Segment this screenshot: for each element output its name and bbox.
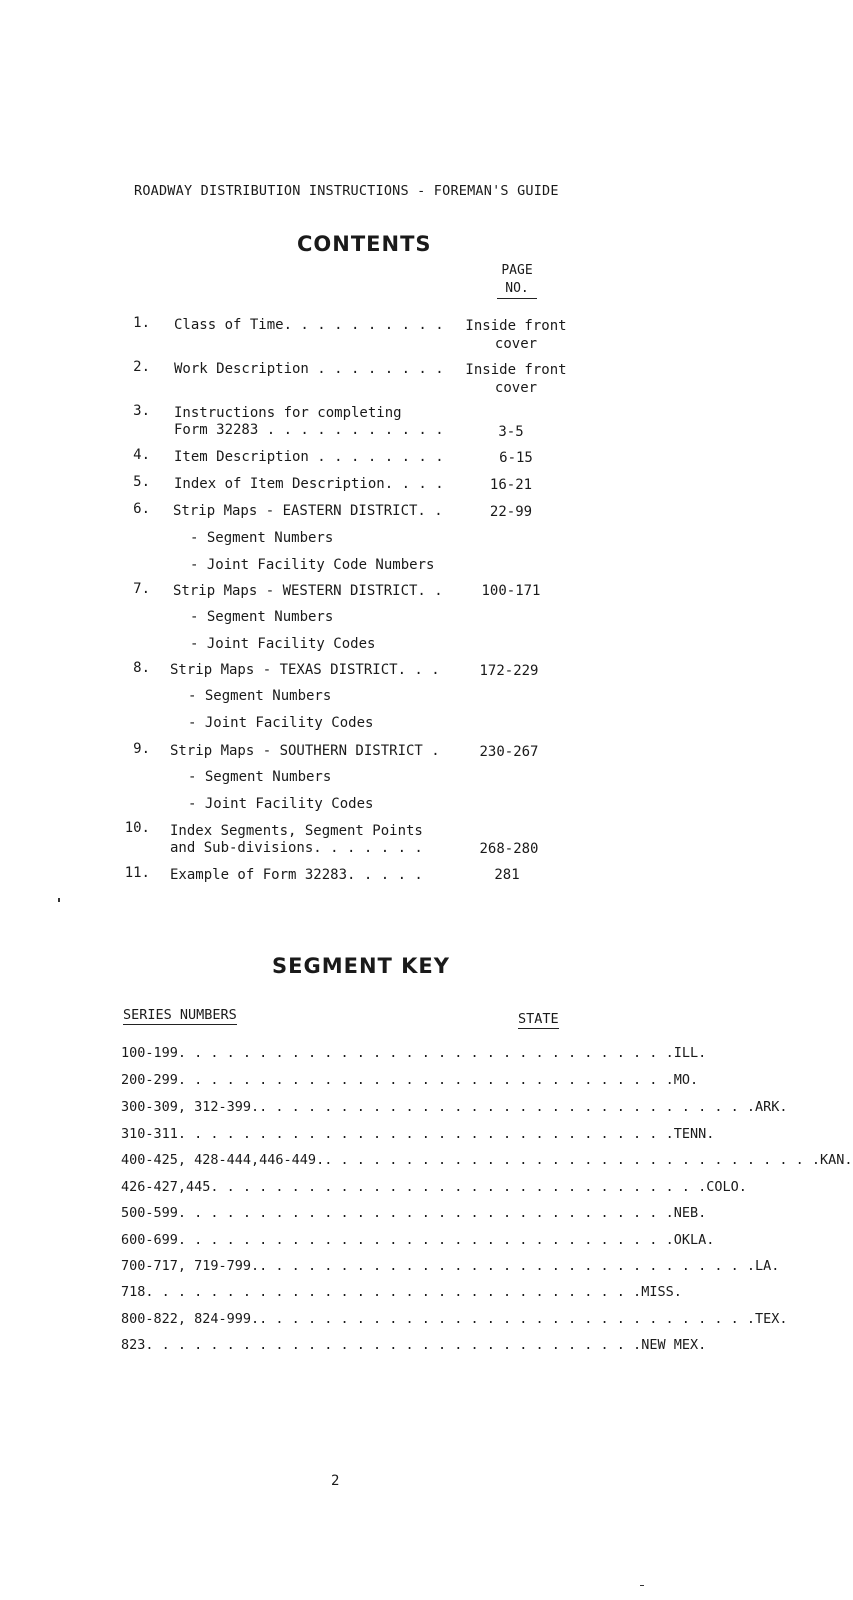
segment-series: 500-599 — [121, 1205, 178, 1221]
scan-speck — [58, 898, 60, 902]
segment-series: 718 — [121, 1284, 146, 1300]
toc-entry-text: Work Description . . . . . . . . — [174, 361, 444, 377]
toc-sub-entry: - Segment Numbers — [188, 769, 332, 785]
segment-row — [121, 1231, 715, 1249]
toc-entry-text: Strip Maps - EASTERN DISTRICT. . — [173, 503, 443, 519]
segment-series: 100-199 — [121, 1045, 178, 1061]
segment-state: TENN. — [673, 1126, 715, 1142]
segment-row — [121, 1151, 853, 1169]
toc-sub-entry: - Segment Numbers — [190, 530, 334, 546]
toc-entry-page: 3-5 — [498, 424, 524, 440]
segment-key-title: SEGMENT KEY — [272, 954, 450, 978]
segment-series: 823 — [121, 1337, 146, 1353]
segment-row — [121, 1178, 747, 1196]
segment-state: ARK. — [754, 1099, 788, 1115]
dot-leader: . . . . . . . . . . . . . . . . . . . . . . . . . . . . . . . — [145, 1284, 642, 1300]
segment-state: LA. — [754, 1258, 780, 1274]
toc-entry-text-cont: Form 32283 . . . . . . . . . . . — [174, 422, 444, 438]
toc-entry-text: Strip Maps - SOUTHERN DISTRICT . — [170, 743, 440, 759]
segment-row — [121, 1098, 788, 1116]
toc-entry-page: 22-99 — [489, 504, 533, 520]
toc-entry-page-cont: cover — [494, 380, 538, 396]
toc-sub-entry: - Joint Facility Code Numbers — [190, 557, 435, 573]
toc-entry-page: Inside front — [465, 318, 567, 334]
segment-series: 400-425, 428-444,446-449. — [121, 1152, 325, 1168]
toc-entry-page: 16-21 — [489, 477, 533, 493]
segment-series: 800-822, 824-999. — [121, 1311, 260, 1327]
toc-entry-text: Instructions for completing — [174, 405, 402, 421]
toc-entry-text-cont: and Sub-divisions. . . . . . . — [170, 840, 423, 856]
dot-leader: . . . . . . . . . . . . . . . . . . . . . . . . . . . . . . . — [259, 1258, 755, 1274]
scan-speck — [640, 1585, 644, 1586]
toc-number: 11. — [124, 865, 150, 881]
dot-leader: . . . . . . . . . . . . . . . . . . . . . . . . . . . . . . . — [177, 1232, 674, 1248]
toc-sub-entry: - Joint Facility Codes — [188, 715, 374, 731]
segment-state: MO. — [673, 1072, 699, 1088]
toc-entry-page: 268-280 — [479, 841, 539, 857]
state-header: STATE — [518, 1011, 559, 1027]
contents-title: CONTENTS — [297, 232, 432, 256]
segment-series: 426-427,445 — [121, 1179, 211, 1195]
toc-entry-text: Class of Time. . . . . . . . . . — [174, 317, 444, 333]
toc-entry-text: Item Description . . . . . . . . — [174, 449, 444, 465]
dot-leader: . . . . . . . . . . . . . . . . . . . . . . . . . . . . . . . — [177, 1126, 674, 1142]
segment-series: 200-299 — [121, 1072, 178, 1088]
segment-row — [121, 1336, 707, 1354]
page-number: 2 — [331, 1473, 340, 1489]
segment-series: 300-309, 312-399. — [121, 1099, 260, 1115]
toc-entry-text: Example of Form 32283. . . . . — [170, 867, 423, 883]
toc-entry-text: Strip Maps - WESTERN DISTRICT. . — [173, 583, 443, 599]
segment-series: 600-699 — [121, 1232, 178, 1248]
toc-sub-entry: - Joint Facility Codes — [188, 796, 374, 812]
segment-state: ILL. — [673, 1045, 707, 1061]
segment-row — [121, 1283, 682, 1301]
toc-entry-page: 100-171 — [481, 583, 541, 599]
toc-number: 6. — [133, 501, 150, 517]
toc-entry-page: 281 — [494, 867, 520, 883]
segment-state: TEX. — [754, 1311, 788, 1327]
toc-number: 10. — [124, 820, 150, 836]
series-numbers-header: SERIES NUMBERS — [123, 1007, 237, 1023]
dot-leader: . . . . . . . . . . . . . . . . . . . . . . . . . . . . . . . — [177, 1072, 674, 1088]
segment-state: OKLA. — [673, 1232, 715, 1248]
segment-row — [121, 1257, 780, 1275]
segment-state: NEW MEX. — [641, 1337, 707, 1353]
no-label: NO. — [497, 280, 537, 299]
dot-leader: . . . . . . . . . . . . . . . . . . . . . . . . . . . . . . . — [210, 1179, 707, 1195]
toc-number: 8. — [133, 660, 150, 676]
segment-state: KAN. — [820, 1152, 853, 1168]
segment-state: NEB. — [673, 1205, 707, 1221]
dot-leader: . . . . . . . . . . . . . . . . . . . . . . . . . . . . . . . — [259, 1311, 755, 1327]
toc-entry-text: Strip Maps - TEXAS DISTRICT. . . — [170, 662, 440, 678]
segment-row — [121, 1071, 699, 1089]
segment-row — [121, 1125, 715, 1143]
toc-sub-entry: - Joint Facility Codes — [190, 636, 376, 652]
segment-state: COLO. — [706, 1179, 747, 1195]
toc-number: 5. — [133, 474, 150, 490]
toc-entry-page: 6-15 — [499, 450, 533, 466]
toc-entry-text: Index Segments, Segment Points — [170, 823, 423, 839]
toc-number: 2. — [133, 359, 150, 375]
page-label: PAGE — [501, 263, 533, 278]
dot-leader: . . . . . . . . . . . . . . . . . . . . . . . . . . . . . . . — [145, 1337, 642, 1353]
toc-entry-page: 172-229 — [479, 663, 539, 679]
dot-leader: . . . . . . . . . . . . . . . . . . . . . . . . . . . . . . . — [259, 1099, 755, 1115]
toc-entry-page: 230-267 — [479, 744, 539, 760]
toc-number: 3. — [133, 403, 150, 419]
dot-leader: . . . . . . . . . . . . . . . . . . . . . . . . . . . . . . . — [177, 1205, 674, 1221]
toc-entry-text: Index of Item Description. . . . — [174, 476, 444, 492]
toc-number: 4. — [133, 447, 150, 463]
dot-leader: . . . . . . . . . . . . . . . . . . . . . . . . . . . . . . . — [177, 1045, 674, 1061]
toc-number: 7. — [133, 581, 150, 597]
segment-row — [121, 1044, 707, 1062]
segment-row — [121, 1204, 707, 1222]
toc-number: 1. — [133, 315, 150, 331]
dot-leader: . . . . . . . . . . . . . . . . . . . . . . . . . . . . . . . — [324, 1152, 820, 1168]
segment-series: 700-717, 719-799. — [121, 1258, 260, 1274]
toc-entry-page-cont: cover — [494, 336, 538, 352]
document-header: ROADWAY DISTRIBUTION INSTRUCTIONS - FOREMAN'S GUIDE — [134, 183, 559, 199]
segment-series: 310-311 — [121, 1126, 178, 1142]
toc-number: 9. — [133, 741, 150, 757]
toc-sub-entry: - Segment Numbers — [190, 609, 334, 625]
toc-sub-entry: - Segment Numbers — [188, 688, 332, 704]
segment-state: MISS. — [641, 1284, 682, 1300]
segment-row — [121, 1310, 788, 1328]
toc-entry-page: Inside front — [465, 362, 567, 378]
